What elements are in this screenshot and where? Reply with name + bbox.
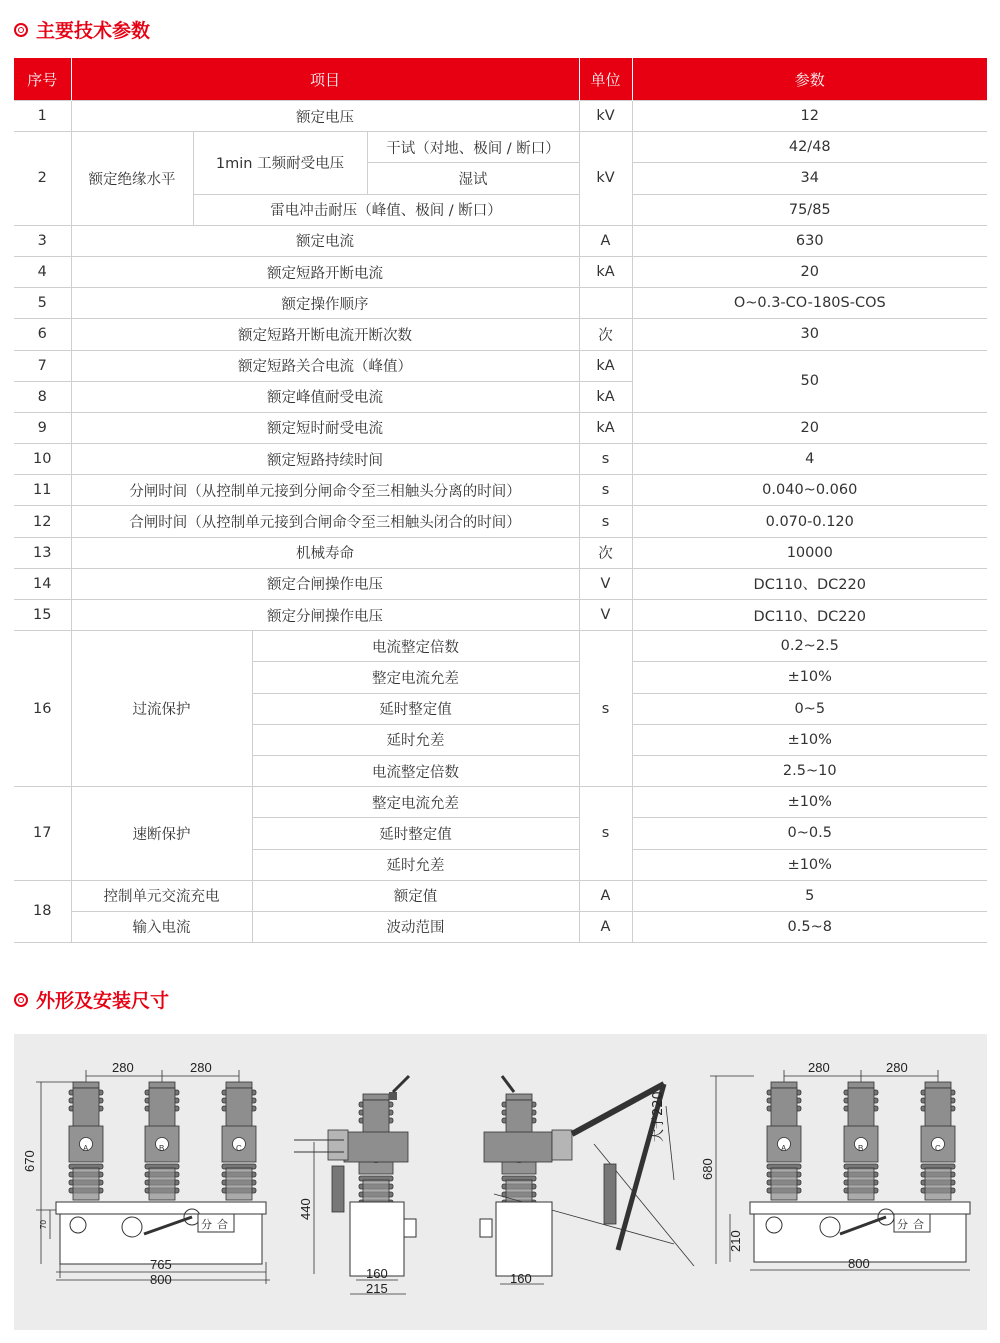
cell-value: 0.2~2.5: [632, 631, 987, 662]
cell-item: 额定合闸操作电压: [71, 568, 579, 599]
table-row: [14, 911, 987, 942]
cell-no: 2: [14, 132, 71, 226]
cell-item: 额定短路关合电流（峰值）: [71, 350, 579, 381]
cell-no: 8: [14, 381, 71, 412]
dim-ptf-pitch1: 280: [808, 1060, 830, 1075]
cell-no: 9: [14, 412, 71, 443]
table-row: [14, 506, 987, 537]
cell-item: 额定电流: [71, 225, 579, 256]
table-row: [14, 225, 987, 256]
dim-front-width-inner: 765: [150, 1257, 172, 1272]
cell-no: 13: [14, 537, 71, 568]
table-row: [14, 132, 987, 163]
header-value: 参数: [632, 58, 987, 101]
table-row: [14, 880, 987, 911]
ptf-phase-b: B: [858, 1144, 864, 1153]
cell-unit: s: [579, 475, 632, 506]
phase-label-a: A: [83, 1144, 89, 1153]
cell-value: ±10%: [632, 662, 987, 693]
cell-value: ±10%: [632, 724, 987, 755]
table-header-row: [14, 58, 987, 101]
cell-unit: A: [579, 880, 632, 911]
table-row: [14, 537, 987, 568]
section-title-dimensions: [14, 986, 169, 1013]
cell-unit: kV: [579, 132, 632, 226]
cell-item: 额定短路开断电流: [71, 256, 579, 287]
cell-value: 30: [632, 319, 987, 350]
cell-item: 额定短路开断电流开断次数: [71, 319, 579, 350]
cell-unit: 次: [579, 319, 632, 350]
dim-front-pitch2: 280: [190, 1060, 212, 1075]
cell-value: 20: [632, 256, 987, 287]
cell-value: 0~0.5: [632, 818, 987, 849]
ptf-switch-close: 合: [913, 1218, 924, 1231]
dim-front-side: 70: [39, 1220, 48, 1229]
cell-group: 输入电流: [71, 911, 252, 942]
cell-unit: A: [579, 911, 632, 942]
phase-label-b: B: [159, 1144, 165, 1153]
cell-item: 整定电流允差: [252, 787, 579, 818]
cell-unit: s: [579, 787, 632, 881]
cell-value: 10000: [632, 537, 987, 568]
cell-item: 机械寿命: [71, 537, 579, 568]
table-row: [14, 288, 987, 319]
cell-value: DC110、DC220: [632, 600, 987, 631]
ptf-switch-open: 分: [897, 1218, 908, 1231]
table-row: [14, 101, 987, 132]
cell-unit: V: [579, 568, 632, 599]
cell-value: 5: [632, 880, 987, 911]
dim-side-w1: 160: [366, 1266, 388, 1281]
cell-item: 延时整定值: [252, 693, 579, 724]
dim-side-w2: 215: [366, 1281, 388, 1296]
cell-value: 4: [632, 444, 987, 475]
cell-no: 10: [14, 444, 71, 475]
dim-pt-gap: 大于220: [651, 1091, 666, 1142]
cell-item: 湿试: [367, 163, 579, 194]
cell-no: 16: [14, 631, 71, 787]
dim-ptf-width: 800: [848, 1256, 870, 1271]
cell-item: 整定电流允差: [252, 662, 579, 693]
cell-unit: s: [579, 506, 632, 537]
cell-item: 电流整定倍数: [252, 755, 579, 786]
double-circle-icon: [14, 23, 28, 37]
cell-no: 15: [14, 600, 71, 631]
cell-value: ±10%: [632, 849, 987, 880]
cell-item: 额定短时耐受电流: [71, 412, 579, 443]
table-row: [14, 600, 987, 631]
cell-item: 雷电冲击耐压（峰值、极间 / 断口）: [193, 194, 579, 225]
cell-no: 7: [14, 350, 71, 381]
double-circle-icon: [14, 993, 28, 1007]
cell-value: 34: [632, 163, 987, 194]
cell-value: ±10%: [632, 787, 987, 818]
cell-no: 18: [14, 880, 71, 942]
cell-unit: s: [579, 631, 632, 787]
cell-item: 分闸时间（从控制单元接到分闸命令至三相触头分离的时间）: [71, 475, 579, 506]
dim-front-height: 670: [22, 1150, 37, 1172]
dim-front-width-outer: 800: [150, 1272, 172, 1287]
table-row: [14, 631, 987, 662]
pt-front-view: [700, 1060, 970, 1271]
table-row: [14, 568, 987, 599]
section-title-dimensions-text: 外形及安装尺寸: [36, 990, 170, 1012]
cell-item: 延时整定值: [252, 818, 579, 849]
cell-value: 42/48: [632, 132, 987, 163]
front-switch-open: 分: [201, 1218, 212, 1231]
cell-value: 2.5~10: [632, 755, 987, 786]
phase-label-c: C: [236, 1144, 242, 1153]
dim-side-height: 440: [298, 1198, 313, 1220]
dimension-drawing-svg: [14, 1034, 987, 1330]
cell-value: 0.040~0.060: [632, 475, 987, 506]
cell-no: 12: [14, 506, 71, 537]
ptf-phase-a: A: [781, 1144, 787, 1153]
cell-value: 0.5~8: [632, 911, 987, 942]
cell-value: 12: [632, 101, 987, 132]
cell-no: 14: [14, 568, 71, 599]
cell-item: 额定值: [252, 880, 579, 911]
cell-item: 额定分闸操作电压: [71, 600, 579, 631]
cell-item: 额定峰值耐受电流: [71, 381, 579, 412]
dim-ptf-height: 680: [700, 1158, 715, 1180]
cell-unit: kA: [579, 412, 632, 443]
cell-unit: kA: [579, 381, 632, 412]
spec-table: [14, 58, 987, 943]
cell-no: 11: [14, 475, 71, 506]
cell-item: 干试（对地、极间 / 断口）: [367, 132, 579, 163]
cell-no: 6: [14, 319, 71, 350]
dim-pt-width: 160: [510, 1271, 532, 1286]
cell-unit: kA: [579, 256, 632, 287]
cell-unit: V: [579, 600, 632, 631]
pt-side-view: [480, 1076, 694, 1286]
cell-no: 1: [14, 101, 71, 132]
cell-value: 20: [632, 412, 987, 443]
cell-value: O~0.3-CO-180S-COS: [632, 288, 987, 319]
cell-item: 合闸时间（从控制单元接到合闸命令至三相触头闭合的时间）: [71, 506, 579, 537]
cell-value: 75/85: [632, 194, 987, 225]
cell-value: 0~5: [632, 693, 987, 724]
cell-item: 额定短路持续时间: [71, 444, 579, 475]
cell-subgroup: 1min 工频耐受电压: [193, 132, 367, 194]
cell-item: 额定操作顺序: [71, 288, 579, 319]
cell-no: 5: [14, 288, 71, 319]
section-title-specs-text: 主要技术参数: [36, 20, 151, 42]
front-switch-close: 合: [217, 1218, 228, 1231]
header-no: 序号: [14, 58, 71, 101]
cell-value: DC110、DC220: [632, 568, 987, 599]
header-unit: 单位: [579, 58, 632, 101]
header-item: 项目: [71, 58, 579, 101]
cell-group: 速断保护: [71, 787, 252, 881]
side-view: [294, 1076, 416, 1296]
cell-item: 波动范围: [252, 911, 579, 942]
cell-unit: 次: [579, 537, 632, 568]
cell-unit: [579, 288, 632, 319]
dim-ptf-pitch2: 280: [886, 1060, 908, 1075]
dim-ptf-low: 210: [728, 1230, 743, 1252]
cell-unit: kA: [579, 350, 632, 381]
table-row: [14, 787, 987, 818]
cell-value: 0.070-0.120: [632, 506, 987, 537]
section-title-specs: [14, 16, 150, 43]
table-row: [14, 319, 987, 350]
table-row: [14, 350, 987, 381]
cell-group: 额定绝缘水平: [71, 132, 193, 226]
cell-unit: s: [579, 444, 632, 475]
table-row: [14, 475, 987, 506]
front-view: [22, 1060, 270, 1287]
table-row: [14, 256, 987, 287]
cell-group: 控制单元交流充电: [71, 880, 252, 911]
cell-unit: kV: [579, 101, 632, 132]
dim-front-pitch1: 280: [112, 1060, 134, 1075]
cell-item: 电流整定倍数: [252, 631, 579, 662]
cell-no: 17: [14, 787, 71, 881]
cell-value: 50: [632, 350, 987, 412]
dimension-drawing: [14, 1034, 987, 1330]
cell-item: 延时允差: [252, 724, 579, 755]
table-row: [14, 444, 987, 475]
ptf-phase-c: C: [935, 1144, 941, 1153]
cell-no: 4: [14, 256, 71, 287]
cell-no: 3: [14, 225, 71, 256]
cell-group: 过流保护: [71, 631, 252, 787]
cell-item: 额定电压: [71, 101, 579, 132]
cell-unit: A: [579, 225, 632, 256]
cell-item: 延时允差: [252, 849, 579, 880]
table-row: [14, 412, 987, 443]
cell-value: 630: [632, 225, 987, 256]
